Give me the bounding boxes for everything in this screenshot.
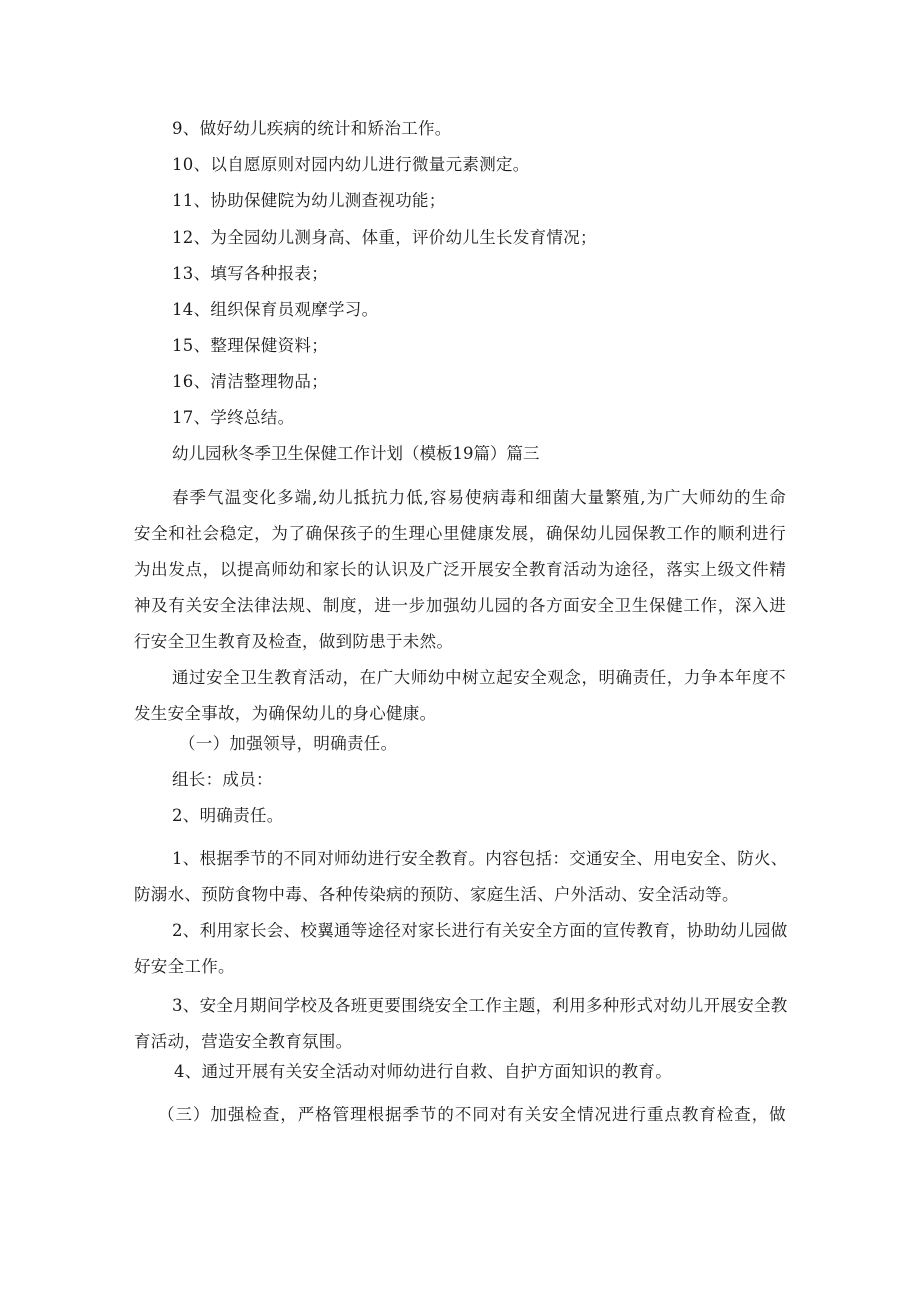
list-item: 13、填写各种报表；: [172, 264, 328, 283]
paragraph-item-3: [134, 988, 786, 1060]
section-title: 幼儿园秋冬季卫生保健工作计划（模板19篇）篇三: [172, 444, 540, 463]
paragraph-line: 安全和社会稳定，为了确保孩子的生理心里健康发展，确保幼儿园保教工作的顺利进行: [134, 524, 786, 543]
paragraph-line: 育活动，营造安全教育氛围。: [134, 1032, 353, 1051]
paragraph-line: 1、根据季节的不同对师幼进行安全教育。内容包括：交通安全、用电安全、防火、: [172, 849, 788, 868]
list-item: 16、清洁整理物品；: [172, 372, 328, 391]
paragraph-item-2: [134, 913, 786, 985]
list-item: 11、协助保健院为幼儿测查视功能；: [172, 191, 446, 210]
paragraph-line: 好安全工作。: [134, 957, 235, 976]
list-item: 14、组织保育员观摩学习。: [172, 300, 379, 319]
heading-responsibility: 2、明确责任。: [172, 806, 284, 825]
paragraph-inspection: [134, 1097, 786, 1133]
paragraph-line: （三）加强检查，严格管理根据季节的不同对有关安全情况进行重点教育检查，做: [158, 1105, 786, 1124]
paragraph-item-1: [134, 841, 786, 913]
paragraph-line: 神及有关安全法律法规、制度，进一步加强幼儿园的各方面安全卫生保健工作，深入进: [134, 596, 786, 615]
list-item: 10、以自愿原则对园内幼儿进行微量元素测定。: [172, 155, 530, 174]
paragraph-goal: [134, 660, 786, 732]
paragraph-line: 发生安全事故，为确保幼儿的身心健康。: [134, 704, 437, 723]
list-item: 15、整理保健资料；: [172, 336, 328, 355]
paragraph-line: 防溺水、预防食物中毒、各种传染病的预防、家庭生活、户外活动、安全活动等。: [134, 885, 739, 904]
list-item: 17、学终总结。: [172, 408, 295, 427]
paragraph-line: 春季气温变化多端,幼儿抵抗力低,容易使病毒和细菌大量繁殖,为广大师幼的生命: [172, 488, 786, 507]
list-item: 9、做好幼儿疾病的统计和矫治工作。: [172, 119, 452, 138]
members-line: 组长：成员：: [172, 770, 273, 789]
paragraph-intro: [134, 480, 786, 660]
paragraph-line: 为出发点，以提高师幼和家长的认识及广泛开展安全教育活动为途径，落实上级文件精: [134, 560, 786, 579]
paragraph-item-4: 4、通过开展有关安全活动对师幼进行自救、自护方面知识的教育。: [174, 1062, 672, 1081]
paragraph-line: 行安全卫生教育及检查，做到防患于未然。: [134, 632, 454, 651]
paragraph-line: 通过安全卫生教育活动，在广大师幼中树立起安全观念，明确责任，力争本年度不: [172, 668, 786, 687]
paragraph-line: 3、安全月期间学校及各班更要围绕安全工作主题，利用多种形式对幼儿开展安全教: [172, 996, 788, 1015]
heading-leadership: （一）加强领导，明确责任。: [179, 734, 398, 753]
list-item: 12、为全园幼儿测身高、体重，评价幼儿生长发育情况；: [172, 228, 597, 247]
paragraph-line: 2、利用家长会、校翼通等途径对家长进行有关安全方面的宣传教育，协助幼儿园做: [172, 921, 788, 940]
